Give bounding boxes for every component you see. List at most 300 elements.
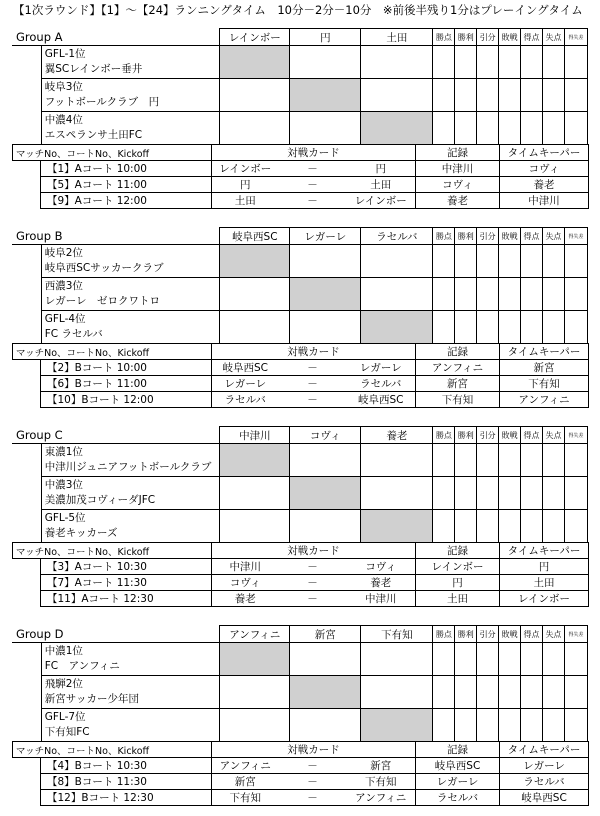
- keeper-team: ラセルバ: [500, 774, 589, 790]
- group-name: Group C: [12, 427, 220, 444]
- stat-cell: [564, 79, 587, 112]
- opponent-header: 下有知: [361, 626, 433, 643]
- match-row: [13, 575, 589, 591]
- stat-cell: [455, 709, 477, 742]
- match-row: [13, 376, 589, 392]
- result-cell: [290, 510, 361, 543]
- match-table: [12, 741, 589, 806]
- keeper-header: タイムキーパー: [500, 344, 589, 360]
- match-number: 【11】Aコート 12:30: [41, 591, 212, 607]
- stat-cell: [433, 676, 455, 709]
- record-team: 新宮: [416, 376, 500, 392]
- result-cell: [220, 46, 290, 79]
- record-team: 円: [416, 575, 500, 591]
- team-name: 翼SCレインボー垂井: [44, 63, 143, 75]
- result-cell: [290, 444, 361, 477]
- stat-cell: [564, 278, 587, 311]
- stat-cell: [542, 245, 564, 278]
- stat-cell: [477, 676, 499, 709]
- stat-cell: [433, 46, 455, 79]
- stat-cell: [564, 444, 587, 477]
- result-cell: [220, 278, 290, 311]
- result-cell: [220, 444, 290, 477]
- group-b-block: [12, 227, 588, 408]
- record-team: レガーレ: [416, 774, 500, 790]
- stat-cell: [433, 245, 455, 278]
- team-name: 中津川ジュニアフットボールクラブ: [44, 461, 212, 473]
- match-row: [13, 360, 589, 376]
- team-rank: 西濃3位: [44, 280, 83, 292]
- team-name: レガーレ ゼロクワトロ: [44, 295, 161, 307]
- match-row: [13, 161, 589, 177]
- stat-cell: [433, 278, 455, 311]
- team-rank: 東濃1位: [44, 446, 83, 458]
- group-name: Group B: [12, 228, 220, 245]
- result-cell: [220, 245, 290, 278]
- team-cell: [41, 46, 220, 79]
- team-row: [12, 112, 588, 145]
- keeper-team: レインボー: [500, 591, 589, 607]
- card-header: 対戦カード: [212, 145, 416, 161]
- stat-cell: [564, 676, 587, 709]
- group-a-block: [12, 28, 588, 209]
- team-rank: GFL-1位: [44, 48, 86, 60]
- stat-header: 敗戦: [499, 29, 521, 46]
- result-cell: [220, 477, 290, 510]
- stat-cell: [542, 676, 564, 709]
- stat-cell: [521, 709, 543, 742]
- card-header: 対戦カード: [212, 742, 416, 758]
- stat-cell: [542, 643, 564, 676]
- match-row: [13, 193, 589, 209]
- stat-cell: [543, 477, 565, 510]
- match-row: [13, 790, 589, 806]
- team-cell: [41, 112, 220, 145]
- team-row: [12, 311, 588, 344]
- result-cell: [290, 112, 361, 145]
- team-name: 新宮サッカー少年団: [44, 693, 140, 705]
- stat-cell: [564, 245, 587, 278]
- match-row: [13, 758, 589, 774]
- match-info-header: マッチNo、コートNo、Kickoff: [13, 145, 212, 161]
- team-row: [12, 444, 588, 477]
- match-header-row: [13, 543, 589, 559]
- opponent-header: ラセルバ: [361, 228, 433, 245]
- record-team: レインボー: [416, 559, 500, 575]
- team-name: FC ラセルバ: [44, 328, 103, 340]
- away-team: コヴィ: [347, 559, 416, 575]
- record-team: コヴィ: [416, 177, 500, 193]
- record-team: 岐阜西SC: [416, 758, 500, 774]
- stat-cell: [455, 510, 477, 543]
- stat-cell: [477, 311, 499, 344]
- away-team: 中津川: [347, 591, 416, 607]
- stat-cell: [455, 311, 477, 344]
- match-row: [13, 177, 589, 193]
- keeper-team: 中津川: [500, 193, 589, 209]
- stat-cell: [455, 444, 477, 477]
- stat-cell: [521, 278, 543, 311]
- result-cell: [290, 311, 361, 344]
- home-team: ラセルバ: [212, 392, 279, 408]
- versus-dash: －: [279, 559, 347, 575]
- team-row: [12, 278, 588, 311]
- stat-header: 敗戦: [499, 427, 521, 444]
- standings-table: [12, 28, 588, 145]
- result-cell: [220, 311, 290, 344]
- team-name: フットボールクラブ 円: [44, 96, 160, 108]
- versus-dash: －: [279, 790, 347, 806]
- stat-cell: [433, 477, 455, 510]
- home-team: 養老: [212, 591, 279, 607]
- team-rank: 中濃1位: [44, 645, 83, 657]
- keeper-team: コヴィ: [500, 161, 589, 177]
- stat-cell: [433, 709, 455, 742]
- record-header: 記録: [416, 742, 500, 758]
- stat-cell: [543, 510, 565, 543]
- match-row: [13, 591, 589, 607]
- keeper-team: アンフィニ: [500, 392, 589, 408]
- stat-header: 得点: [521, 427, 543, 444]
- card-header: 対戦カード: [212, 543, 416, 559]
- stat-cell: [564, 112, 587, 145]
- stat-header: 勝点: [433, 228, 455, 245]
- result-cell: [361, 676, 433, 709]
- stat-cell: [521, 112, 543, 145]
- home-team: 中津川: [212, 559, 279, 575]
- record-header: 記録: [416, 543, 500, 559]
- result-cell: [361, 311, 433, 344]
- result-cell: [220, 79, 290, 112]
- stat-cell: [477, 510, 499, 543]
- stat-cell: [499, 477, 521, 510]
- team-name: 美濃加茂コヴィーダJFC: [44, 494, 156, 506]
- home-team: 新宮: [212, 774, 279, 790]
- stat-cell: [433, 79, 455, 112]
- stat-cell: [564, 510, 587, 543]
- match-row: [13, 774, 589, 790]
- stat-cell: [521, 79, 543, 112]
- stat-header: 得点: [521, 626, 543, 643]
- opponent-header: 中津川: [220, 427, 290, 444]
- stat-cell: [521, 245, 543, 278]
- record-team: 土田: [416, 591, 500, 607]
- result-cell: [290, 643, 361, 676]
- match-number: 【10】Bコート 12:00: [41, 392, 212, 408]
- match-table: [12, 343, 589, 408]
- stat-cell: [499, 46, 521, 79]
- home-team: 下有知: [212, 790, 279, 806]
- match-info-header: マッチNo、コートNo、Kickoff: [13, 742, 212, 758]
- stat-header: 勝利: [455, 228, 477, 245]
- match-header-row: [13, 742, 589, 758]
- stat-cell: [564, 477, 587, 510]
- stat-header: 引分: [477, 29, 499, 46]
- stat-cell: [477, 245, 499, 278]
- stat-cell: [477, 46, 499, 79]
- result-cell: [361, 444, 433, 477]
- stat-cell: [542, 709, 564, 742]
- record-header: 記録: [416, 344, 500, 360]
- group-d-block: [12, 625, 588, 806]
- team-cell: [41, 676, 220, 709]
- opponent-header: レインボー: [220, 29, 290, 46]
- team-name: FC アンフィニ: [44, 660, 120, 672]
- result-cell: [361, 510, 433, 543]
- team-cell: [41, 709, 220, 742]
- record-header: 記録: [416, 145, 500, 161]
- stat-header: 敗戦: [499, 228, 521, 245]
- versus-dash: －: [279, 360, 347, 376]
- stat-header: 得点: [521, 29, 543, 46]
- record-team: 下有知: [416, 392, 500, 408]
- stat-cell: [433, 112, 455, 145]
- keeper-team: 養老: [500, 177, 589, 193]
- away-team: 下有知: [347, 774, 416, 790]
- opponent-header: アンフィニ: [220, 626, 290, 643]
- page-header: 【1次ラウンド】【1】～【24】ランニングタイム 10分－2分－10分 ※前後半残り1分はプレーイングタイム: [13, 3, 583, 17]
- result-cell: [290, 79, 361, 112]
- team-rank: GFL-5位: [44, 512, 86, 524]
- stat-header: 得失差: [564, 228, 587, 245]
- match-header-row: [13, 145, 589, 161]
- match-header-row: [13, 344, 589, 360]
- versus-dash: －: [279, 591, 347, 607]
- keeper-team: 円: [500, 559, 589, 575]
- stat-header: 失点: [543, 29, 565, 46]
- stat-cell: [455, 79, 477, 112]
- match-table: [12, 542, 589, 607]
- opponent-header: コヴィ: [290, 427, 361, 444]
- stat-cell: [543, 112, 565, 145]
- versus-dash: －: [279, 161, 347, 177]
- home-team: 円: [212, 177, 279, 193]
- team-cell: [41, 79, 220, 112]
- team-cell: [41, 477, 220, 510]
- result-cell: [290, 709, 361, 742]
- stat-cell: [477, 79, 499, 112]
- opponent-header: 新宮: [290, 626, 361, 643]
- stat-cell: [521, 46, 543, 79]
- team-cell: [41, 245, 220, 278]
- stat-cell: [499, 311, 521, 344]
- match-number: 【12】Bコート 12:30: [41, 790, 212, 806]
- stat-header: 勝利: [455, 427, 477, 444]
- result-cell: [220, 510, 290, 543]
- match-number: 【7】Aコート 11:30: [41, 575, 212, 591]
- stat-header: 失点: [542, 228, 564, 245]
- keeper-team: 岐阜西SC: [500, 790, 589, 806]
- match-number: 【5】Aコート 11:00: [41, 177, 212, 193]
- team-cell: [41, 444, 220, 477]
- stat-cell: [542, 311, 564, 344]
- home-team: 岐阜西SC: [212, 360, 279, 376]
- versus-dash: －: [279, 758, 347, 774]
- stat-cell: [433, 311, 455, 344]
- record-team: ラセルバ: [416, 790, 500, 806]
- team-rank: GFL-7位: [44, 711, 86, 723]
- stat-cell: [543, 79, 565, 112]
- opponent-header: レガーレ: [290, 228, 361, 245]
- stat-cell: [499, 112, 521, 145]
- stat-cell: [477, 709, 499, 742]
- standings-table: [12, 426, 588, 543]
- away-team: 新宮: [347, 758, 416, 774]
- stat-cell: [477, 477, 499, 510]
- match-info-header: マッチNo、コートNo、Kickoff: [13, 344, 212, 360]
- record-team: 養老: [416, 193, 500, 209]
- team-row: [12, 510, 588, 543]
- result-cell: [290, 245, 361, 278]
- stat-cell: [499, 245, 521, 278]
- standings-table: [12, 227, 588, 344]
- stat-header: 勝点: [433, 626, 455, 643]
- home-team: レガーレ: [212, 376, 279, 392]
- stat-header: 得失差: [564, 427, 587, 444]
- group-name: Group A: [12, 29, 220, 46]
- match-number: 【8】Bコート 11:30: [41, 774, 212, 790]
- match-info-header: マッチNo、コートNo、Kickoff: [13, 543, 212, 559]
- stat-cell: [455, 676, 477, 709]
- stat-cell: [521, 477, 543, 510]
- home-team: 土田: [212, 193, 279, 209]
- result-cell: [290, 46, 361, 79]
- away-team: ラセルバ: [347, 376, 416, 392]
- team-name: 岐阜西SCサッカークラブ: [44, 262, 164, 274]
- home-team: アンフィニ: [212, 758, 279, 774]
- team-rank: 中濃4位: [44, 114, 83, 126]
- stat-cell: [521, 311, 543, 344]
- team-cell: [41, 643, 220, 676]
- stat-header: 失点: [543, 427, 565, 444]
- team-row: [12, 46, 588, 79]
- result-cell: [220, 676, 290, 709]
- opponent-header: 岐阜西SC: [220, 228, 290, 245]
- away-team: 土田: [347, 177, 416, 193]
- keeper-header: タイムキーパー: [500, 145, 589, 161]
- team-cell: [41, 278, 220, 311]
- match-number: 【6】Bコート 11:00: [41, 376, 212, 392]
- stat-cell: [499, 676, 521, 709]
- versus-dash: －: [279, 193, 347, 209]
- stat-cell: [433, 643, 455, 676]
- result-cell: [220, 709, 290, 742]
- keeper-header: タイムキーパー: [500, 543, 589, 559]
- team-row: [12, 676, 588, 709]
- stat-cell: [455, 245, 477, 278]
- stat-header: 失点: [542, 626, 564, 643]
- stat-cell: [477, 112, 499, 145]
- stat-cell: [521, 676, 543, 709]
- stat-header: 勝利: [455, 626, 477, 643]
- team-name: 養老キッカーズ: [44, 527, 118, 539]
- versus-dash: －: [279, 177, 347, 193]
- stat-header: 引分: [477, 228, 499, 245]
- versus-dash: －: [279, 392, 347, 408]
- stat-cell: [433, 444, 455, 477]
- team-row: [12, 79, 588, 112]
- result-cell: [290, 477, 361, 510]
- match-number: 【4】Bコート 10:30: [41, 758, 212, 774]
- result-cell: [361, 278, 433, 311]
- stat-cell: [499, 709, 521, 742]
- result-cell: [361, 245, 433, 278]
- stat-cell: [542, 278, 564, 311]
- stat-cell: [455, 278, 477, 311]
- versus-dash: －: [279, 376, 347, 392]
- match-row: [13, 392, 589, 408]
- away-team: アンフィニ: [347, 790, 416, 806]
- stat-cell: [543, 46, 565, 79]
- result-cell: [361, 477, 433, 510]
- match-number: 【9】Aコート 12:00: [41, 193, 212, 209]
- team-rank: 岐阜3位: [44, 81, 83, 93]
- team-rank: 飛騨2位: [44, 678, 83, 690]
- team-name: エスペランサ土田FC: [44, 129, 143, 141]
- team-cell: [41, 510, 220, 543]
- match-table: [12, 144, 589, 209]
- team-row: [12, 477, 588, 510]
- stat-header: 得点: [521, 228, 543, 245]
- result-cell: [290, 676, 361, 709]
- result-cell: [361, 112, 433, 145]
- stat-cell: [521, 510, 543, 543]
- result-cell: [361, 46, 433, 79]
- result-cell: [290, 278, 361, 311]
- stat-header: 引分: [477, 626, 499, 643]
- stat-cell: [455, 112, 477, 145]
- group-c-block: [12, 426, 588, 607]
- stat-header: 引分: [477, 427, 499, 444]
- home-team: レインボー: [212, 161, 279, 177]
- stat-header: 勝点: [433, 427, 455, 444]
- stat-header: 勝点: [433, 29, 455, 46]
- keeper-team: 下有知: [500, 376, 589, 392]
- versus-dash: －: [279, 774, 347, 790]
- stat-cell: [521, 444, 543, 477]
- stat-cell: [477, 278, 499, 311]
- stat-cell: [455, 477, 477, 510]
- stat-cell: [455, 643, 477, 676]
- stat-cell: [543, 444, 565, 477]
- result-cell: [361, 79, 433, 112]
- stat-header: 敗戦: [499, 626, 521, 643]
- team-row: [12, 709, 588, 742]
- stat-cell: [499, 79, 521, 112]
- stat-cell: [499, 278, 521, 311]
- result-cell: [361, 709, 433, 742]
- keeper-team: 新宮: [500, 360, 589, 376]
- team-cell: [41, 311, 220, 344]
- result-cell: [361, 643, 433, 676]
- team-rank: 岐阜2位: [44, 247, 83, 259]
- opponent-header: 養老: [361, 427, 433, 444]
- stat-cell: [564, 709, 587, 742]
- match-row: [13, 559, 589, 575]
- match-number: 【3】Aコート 10:30: [41, 559, 212, 575]
- keeper-team: レガーレ: [500, 758, 589, 774]
- stat-cell: [564, 643, 587, 676]
- record-team: 中津川: [416, 161, 500, 177]
- team-row: [12, 643, 588, 676]
- card-header: 対戦カード: [212, 344, 416, 360]
- stat-cell: [455, 46, 477, 79]
- keeper-team: 土田: [500, 575, 589, 591]
- stat-cell: [477, 444, 499, 477]
- team-row: [12, 245, 588, 278]
- opponent-header: 土田: [361, 29, 433, 46]
- team-rank: 中濃3位: [44, 479, 83, 491]
